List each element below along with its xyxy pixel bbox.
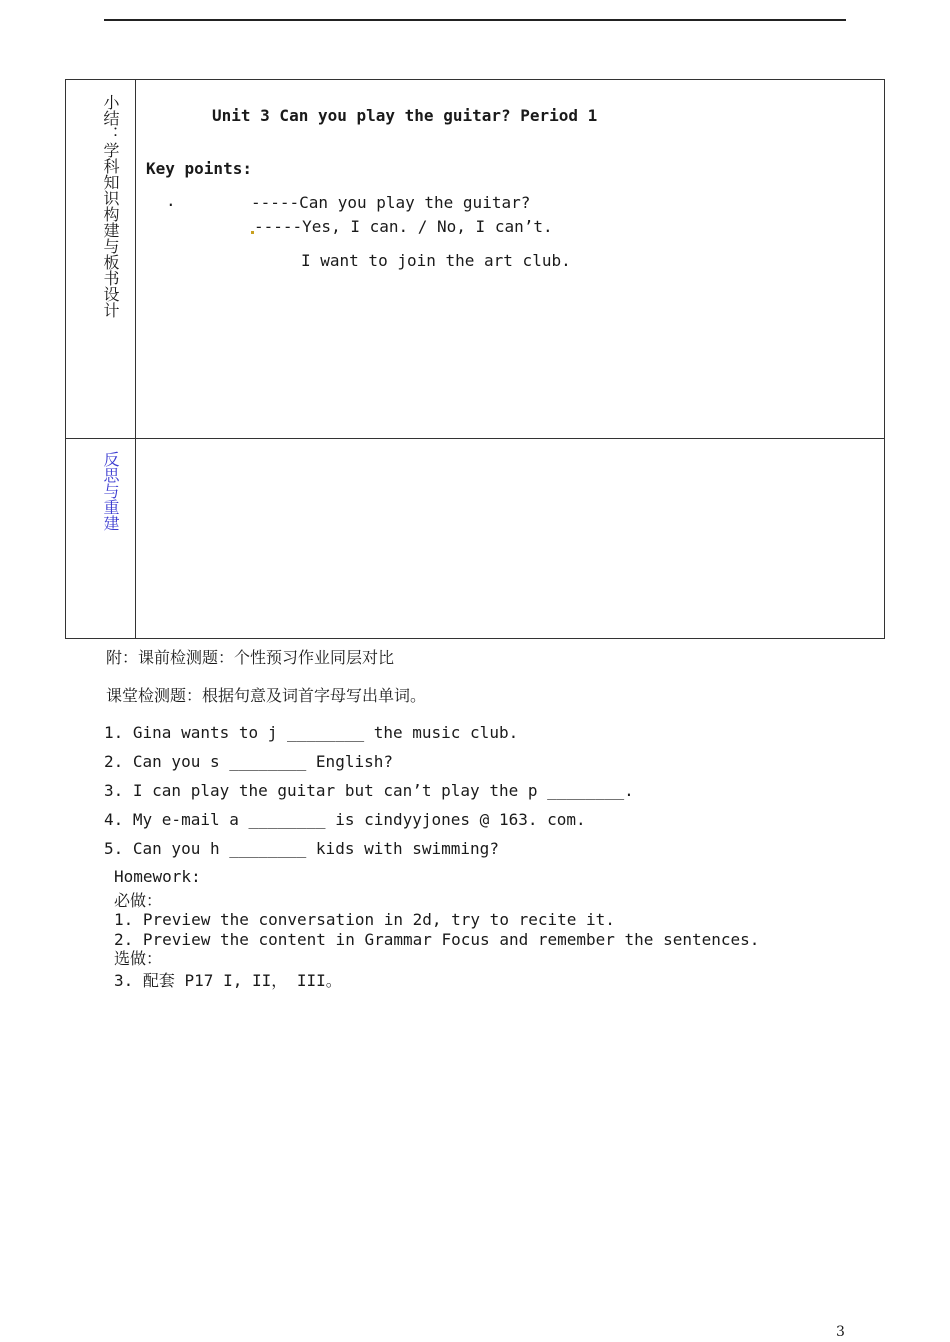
question-2: 2. Can you s ________ English? bbox=[104, 752, 393, 771]
homework-required-2: 2. Preview the content in Grammar Focus and remember the sentences. bbox=[114, 930, 760, 949]
summary-label: 小结：学科知识构建与板书设计 bbox=[101, 94, 120, 318]
question-4: 4. My e-mail a ________ is cindyyjones @ 163. com. bbox=[104, 810, 586, 829]
homework-required-label: 必做： bbox=[114, 891, 163, 910]
summary-label-cell bbox=[66, 80, 136, 438]
homework-optional-1: 3. 配套 P17 I, II， III。 bbox=[114, 971, 342, 990]
reflection-row bbox=[66, 439, 884, 638]
summary-content-cell bbox=[136, 80, 884, 438]
unit-title: Unit 3 Can you play the guitar? Period 1 bbox=[212, 106, 598, 125]
pre-class-heading: 附：课前检测题：个性预习作业同层对比 bbox=[106, 648, 395, 667]
key-points-label: Key points: bbox=[146, 159, 252, 178]
homework-optional-label: 选做： bbox=[114, 949, 163, 968]
header-rule bbox=[104, 19, 846, 21]
key-point-line-3: I want to join the art club. bbox=[301, 251, 571, 270]
homework-title: Homework: bbox=[114, 867, 201, 886]
reflection-label: 反思与重建 bbox=[101, 451, 120, 531]
key-point-line-1: -----Can you play the guitar? bbox=[251, 193, 531, 212]
bullet-dot: . bbox=[166, 191, 176, 210]
reflection-label-cell bbox=[66, 439, 136, 638]
question-3: 3. I can play the guitar but can’t play the p ________. bbox=[104, 781, 634, 800]
lesson-table bbox=[65, 79, 885, 639]
reflection-content-cell bbox=[136, 439, 884, 638]
key-point-line-2: -----Yes, I can. / No, I can’t. bbox=[254, 217, 553, 236]
question-1: 1. Gina wants to j ________ the music club. bbox=[104, 723, 519, 742]
page-number: 3 bbox=[836, 1324, 845, 1340]
homework-required-1: 1. Preview the conversation in 2d, try to recite it. bbox=[114, 910, 615, 929]
summary-row bbox=[66, 80, 884, 439]
in-class-heading: 课堂检测题：根据句意及词首字母写出单词。 bbox=[106, 686, 427, 705]
question-5: 5. Can you h ________ kids with swimming? bbox=[104, 839, 499, 858]
anchor-marker bbox=[251, 231, 254, 234]
